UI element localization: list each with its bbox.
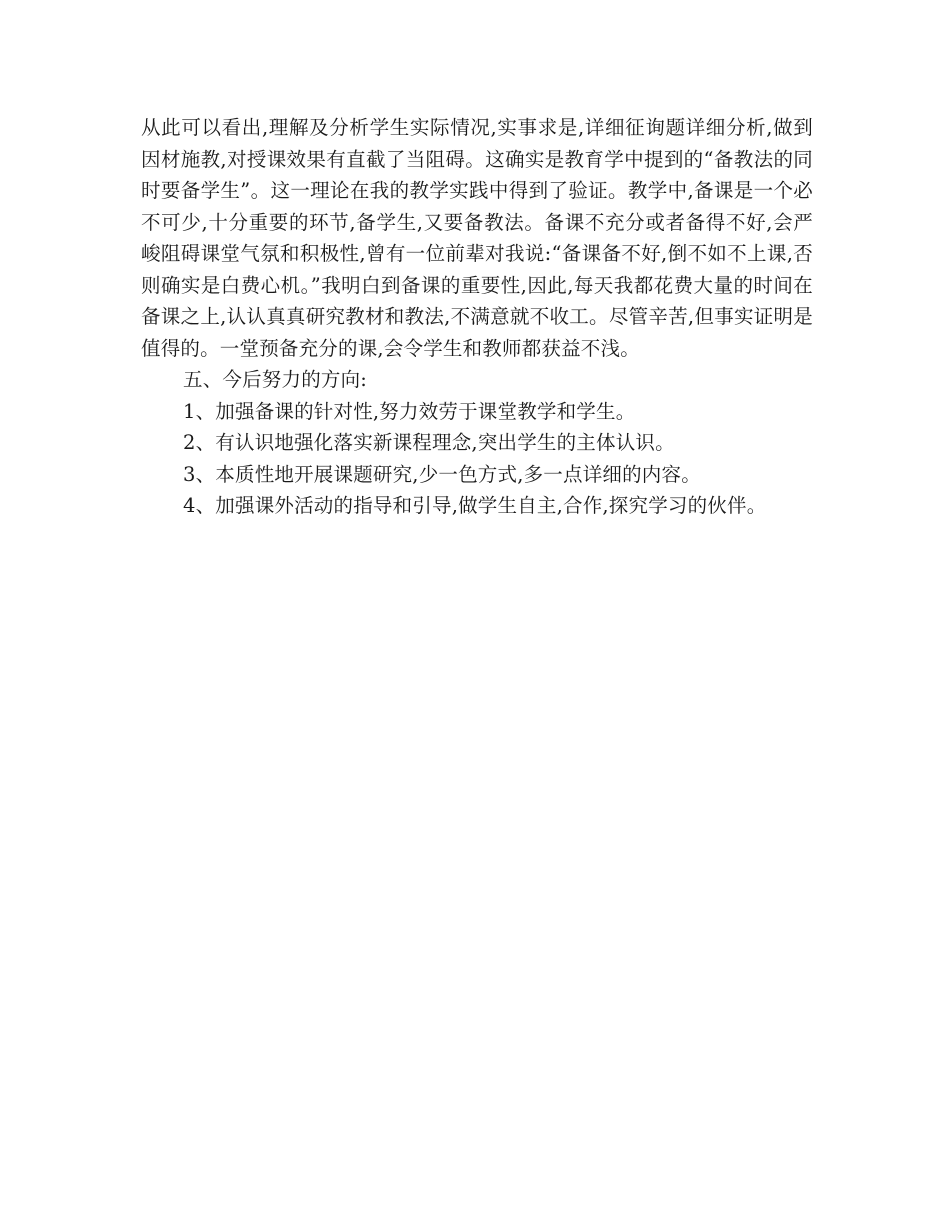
document-body xyxy=(141,112,813,522)
list-item: 3、本质性地开展课题研究,少一色方式,多一点详细的内容。 xyxy=(183,462,701,486)
paragraph-reflection: 从此可以看出,理解及分析学生实际情况,实事求是,详细征询题详细分析,做到因材施教,对授课效果有直截了当阻碍。这确实是教育学中提到的“备教法的同时要备学生”。这一理论在我的教学实践中得到了验证。教学中,备课是一个必不可少,十分重要的环节,备学生,又要备教法。备课不充分或者备得不好,会严峻阻碍课堂气氛和积极性,曾有一位前辈对我说:“备课备不好,倒不如不上课,否则确实是白费心机。”我明白到备课的重要性,因此,每天我都花费大量的时间在备课之上,认认真真研究教材和教法,不满意就不收工。尽管辛苦,但事实证明是值得的。一堂预备充分的课,会令学生和教师都获益不浅。 xyxy=(141,116,813,360)
section-heading-future-direction: 五、今后努力的方向: xyxy=(183,368,368,391)
list-item: 1、加强备课的针对性,努力效劳于课堂教学和学生。 xyxy=(183,399,636,423)
list-item: 4、加强课外活动的指导和引导,做学生自主,合作,探究学习的伙伴。 xyxy=(183,494,767,517)
list-item: 2、有认识地强化落实新课程理念,突出学生的主体认识。 xyxy=(183,431,675,454)
